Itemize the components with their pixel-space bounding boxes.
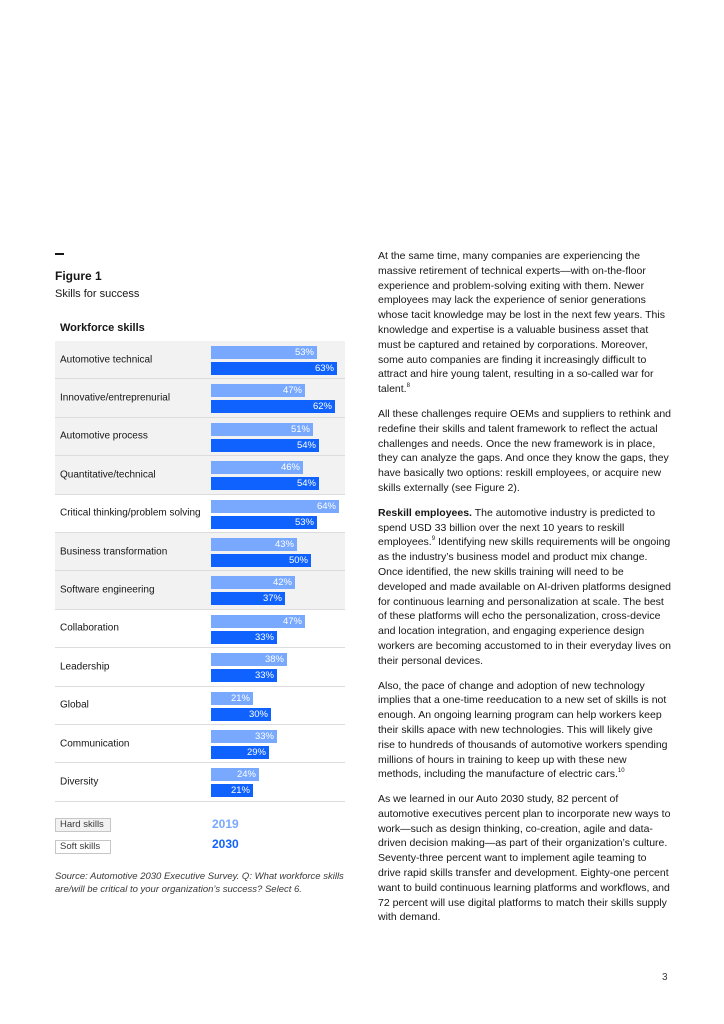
bar-2019: 24% (211, 768, 259, 781)
bar-2030: 54% (211, 439, 319, 452)
paragraph-4: Also, the pace of change and adoption of new technology implies that a one-time reeducation to a new set of skills is not enough. An ongoing learning program can help workers keep their skills apace with new technologies. This will likely give rise to hundreds of thousands of automotive workers spending millions of hours in training to keep up with these new methods, including the manufacture of electric cars.$^{10}$ (378, 679, 668, 781)
bar-2030: 54% (211, 477, 319, 490)
bar-2019: 43% (211, 538, 297, 551)
bar-2030: 50% (211, 554, 311, 567)
bar-2019: 47% (211, 384, 305, 397)
body-text-column (378, 249, 672, 935)
bar-2030: 63% (211, 362, 337, 375)
category-label: Automotive process (60, 430, 148, 442)
footnote-ref: 8 (406, 383, 410, 390)
chart-row (55, 610, 345, 648)
category-label: Communication (60, 738, 130, 750)
chart-row (55, 763, 345, 801)
chart-row (55, 648, 345, 686)
footnote-ref: 9 (431, 536, 436, 543)
category-label: Leadership (60, 661, 110, 673)
chart-row (55, 495, 345, 533)
bar-2019: 53% (211, 346, 317, 359)
bar-2019: 33% (211, 730, 277, 743)
footnote-ref: 10 (617, 768, 625, 775)
chart-row (55, 687, 345, 725)
skills-bar-chart (55, 341, 345, 802)
bar-2030: 53% (211, 516, 317, 529)
category-label: Collaboration (60, 622, 119, 634)
figure-source: Source: Automotive 2030 Executive Survey. Q: What workforce skills are/will be critical to your organization’s success? Select 6. (55, 871, 344, 895)
chart-row (55, 379, 345, 417)
bar-2030: 29% (211, 746, 269, 759)
bar-2019: 51% (211, 423, 313, 436)
chart-row (55, 456, 345, 494)
category-label: Business transformation (60, 546, 168, 558)
bar-2019: 46% (211, 461, 303, 474)
figure-label: Figure 1 (55, 269, 102, 283)
legend-2019: 2019 (212, 817, 239, 831)
bar-2030: 37% (211, 592, 285, 605)
chart-title: Workforce skills (60, 322, 145, 334)
paragraph-lead: Reskill employees. (378, 506, 472, 519)
category-label: Automotive technical (60, 354, 153, 366)
category-label: Critical thinking/problem solving (60, 507, 201, 519)
category-label: Software engineering (60, 584, 155, 596)
paragraph-3: Reskill employees. The automotive industry is predicted to spend USD 33 billion over the next 10 years to reskill employees.$^9$ Identifying new skills requirements will be ongoing as the industry’s business model and product mix change. Once identified, the new skills training will need to be developed and made available on AI-driven platforms designed for continuous learning and personalization at scale. The best of these platforms will echo the personalization, cross-device and location integration, and engaging experience design workers are becoming accustomed to in their everyday lives on their personal devices. (378, 506, 672, 667)
bar-2030: 33% (211, 631, 277, 644)
chart-row (55, 341, 345, 379)
legend-hard-skills: Hard skills (55, 818, 111, 832)
category-label: Diversity (60, 776, 99, 788)
paragraph-5: As we learned in our Auto 2030 study, 82 percent of automotive executives percent plan to incorporate new ways to work—such as design thinking, co-creation, agile and data-driven decision making—as part of their organization’s culture. Seventy-three percent want to implement agile teaming to drive rapid skills transfer and development. Eighty-one percent want to build continuous learning platforms and workflows, and 72 percent will use digital platforms to match their skills supply with demand. (378, 793, 671, 924)
category-label: Innovative/entreprenurial (60, 392, 171, 404)
category-label: Quantitative/technical (60, 469, 156, 481)
bar-2030: 30% (211, 708, 271, 721)
chart-row (55, 571, 345, 609)
chart-row (55, 418, 345, 456)
chart-row (55, 725, 345, 763)
bar-2030: 33% (211, 669, 277, 682)
legend-2030: 2030 (212, 837, 239, 851)
paragraph-1: At the same time, many companies are experiencing the massive retirement of technical experts—with on-the-floor experience and problem-solving exiting with them. Newer employees may lack the experience of senior generations whose tacit knowledge may be lost in the next few years. This knowledge and expertise is a valuable business asset that must be captured and retained by corporations. Moreover, some auto companies are finding it increasingly difficult to attract and hire young talent, resulting in a so-called war for talent.$^8$ (378, 250, 665, 396)
section-dash (55, 253, 64, 255)
bar-2019: 47% (211, 615, 305, 628)
chart-row (55, 533, 345, 571)
legend-soft-skills: Soft skills (55, 840, 111, 854)
paragraph-2: All these challenges require OEMs and suppliers to rethink and redefine their skills and talent framework to reflect the actual challenges and needs. Once the new framework is in place, they can analyze the gaps. And once they know the gaps, they have basically two options: reskill employees, or acquire new skills externally (see Figure 2). (378, 407, 671, 494)
bar-2019: 42% (211, 576, 295, 589)
page-number: 3 (662, 972, 668, 983)
category-label: Global (60, 699, 89, 711)
bar-2019: 64% (211, 500, 339, 513)
bar-2030: 62% (211, 400, 335, 413)
bar-2019: 21% (211, 692, 253, 705)
bar-2019: 38% (211, 653, 287, 666)
figure-subtitle: Skills for success (55, 288, 140, 300)
bar-2030: 21% (211, 784, 253, 797)
